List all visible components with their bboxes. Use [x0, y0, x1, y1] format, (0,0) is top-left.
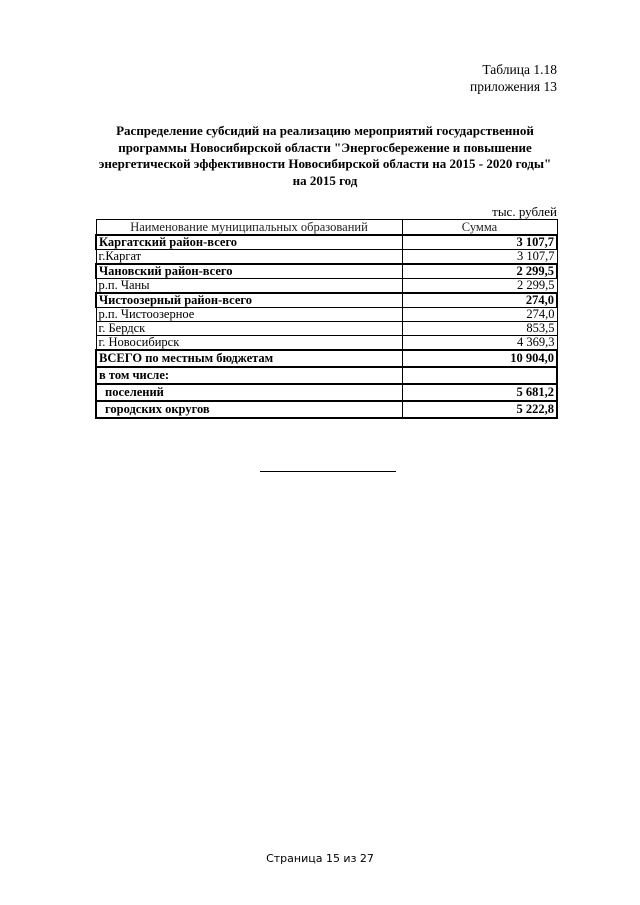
- row-amount: 10 904,0: [402, 350, 557, 367]
- row-name: р.п. Чаны: [96, 279, 402, 294]
- table-row: [96, 235, 557, 250]
- table-row: [96, 308, 557, 322]
- row-amount: 2 299,5: [402, 279, 557, 294]
- units-label: тыс. рублей: [492, 204, 557, 219]
- title-line-2: программы Новосибирской области "Энергосбережение и повышение: [118, 139, 532, 155]
- table-row-total: [96, 350, 557, 367]
- row-amount: 5 681,2: [402, 384, 557, 401]
- row-amount: 274,0: [402, 293, 557, 308]
- title-line-4: на 2015 год: [292, 172, 358, 188]
- row-name: Чистоозерный район-всего: [96, 293, 402, 308]
- row-name: Чановский район-всего: [96, 264, 402, 279]
- column-header-name: Наименование муниципальных образований: [96, 220, 402, 236]
- row-name: поселений: [96, 384, 402, 401]
- table-row: [96, 250, 557, 265]
- table-row-including: [96, 367, 557, 384]
- table-row: [96, 336, 557, 351]
- separator-line: [260, 471, 396, 472]
- row-name: городских округов: [96, 401, 402, 418]
- appendix-reference: приложения 13: [469, 79, 557, 94]
- page-number: Страница 15 из 27: [266, 852, 374, 865]
- table-row: [96, 384, 557, 401]
- row-amount: 3 107,7: [402, 250, 557, 265]
- table-row: [96, 401, 557, 418]
- title-line-1: Распределение субсидий на реализацию мероприятий государственной: [116, 123, 534, 138]
- table-row: [96, 293, 557, 308]
- row-amount: 5 222,8: [402, 401, 557, 418]
- table-row: [96, 322, 557, 336]
- row-name: г. Новосибирск: [96, 336, 402, 351]
- table-row: [96, 264, 557, 279]
- row-amount: 853,5: [402, 322, 557, 336]
- row-name: в том числе:: [96, 367, 402, 384]
- title-line-3: энергетической эффективности Новосибирской области на 2015 - 2020 годы": [98, 156, 552, 171]
- row-name: г. Бердск: [96, 322, 402, 336]
- table-header-row: [96, 220, 557, 236]
- row-amount: 274,0: [402, 308, 557, 322]
- row-amount: 2 299,5: [402, 264, 557, 279]
- row-name: Каргатский район-всего: [96, 235, 402, 250]
- table-row: [96, 279, 557, 294]
- column-header-amount: Сумма: [402, 220, 557, 236]
- row-name: р.п. Чистоозерное: [96, 308, 402, 322]
- table-number: Таблица 1.18: [482, 62, 557, 77]
- row-name: г.Каргат: [96, 250, 402, 265]
- row-name: ВСЕГО по местным бюджетам: [96, 350, 402, 367]
- document-title: [90, 123, 560, 189]
- row-amount: 4 369,3: [402, 336, 557, 351]
- row-amount: 3 107,7: [402, 235, 557, 250]
- table-reference: [470, 61, 557, 95]
- subsidy-table: [95, 219, 558, 419]
- row-amount: [402, 367, 557, 384]
